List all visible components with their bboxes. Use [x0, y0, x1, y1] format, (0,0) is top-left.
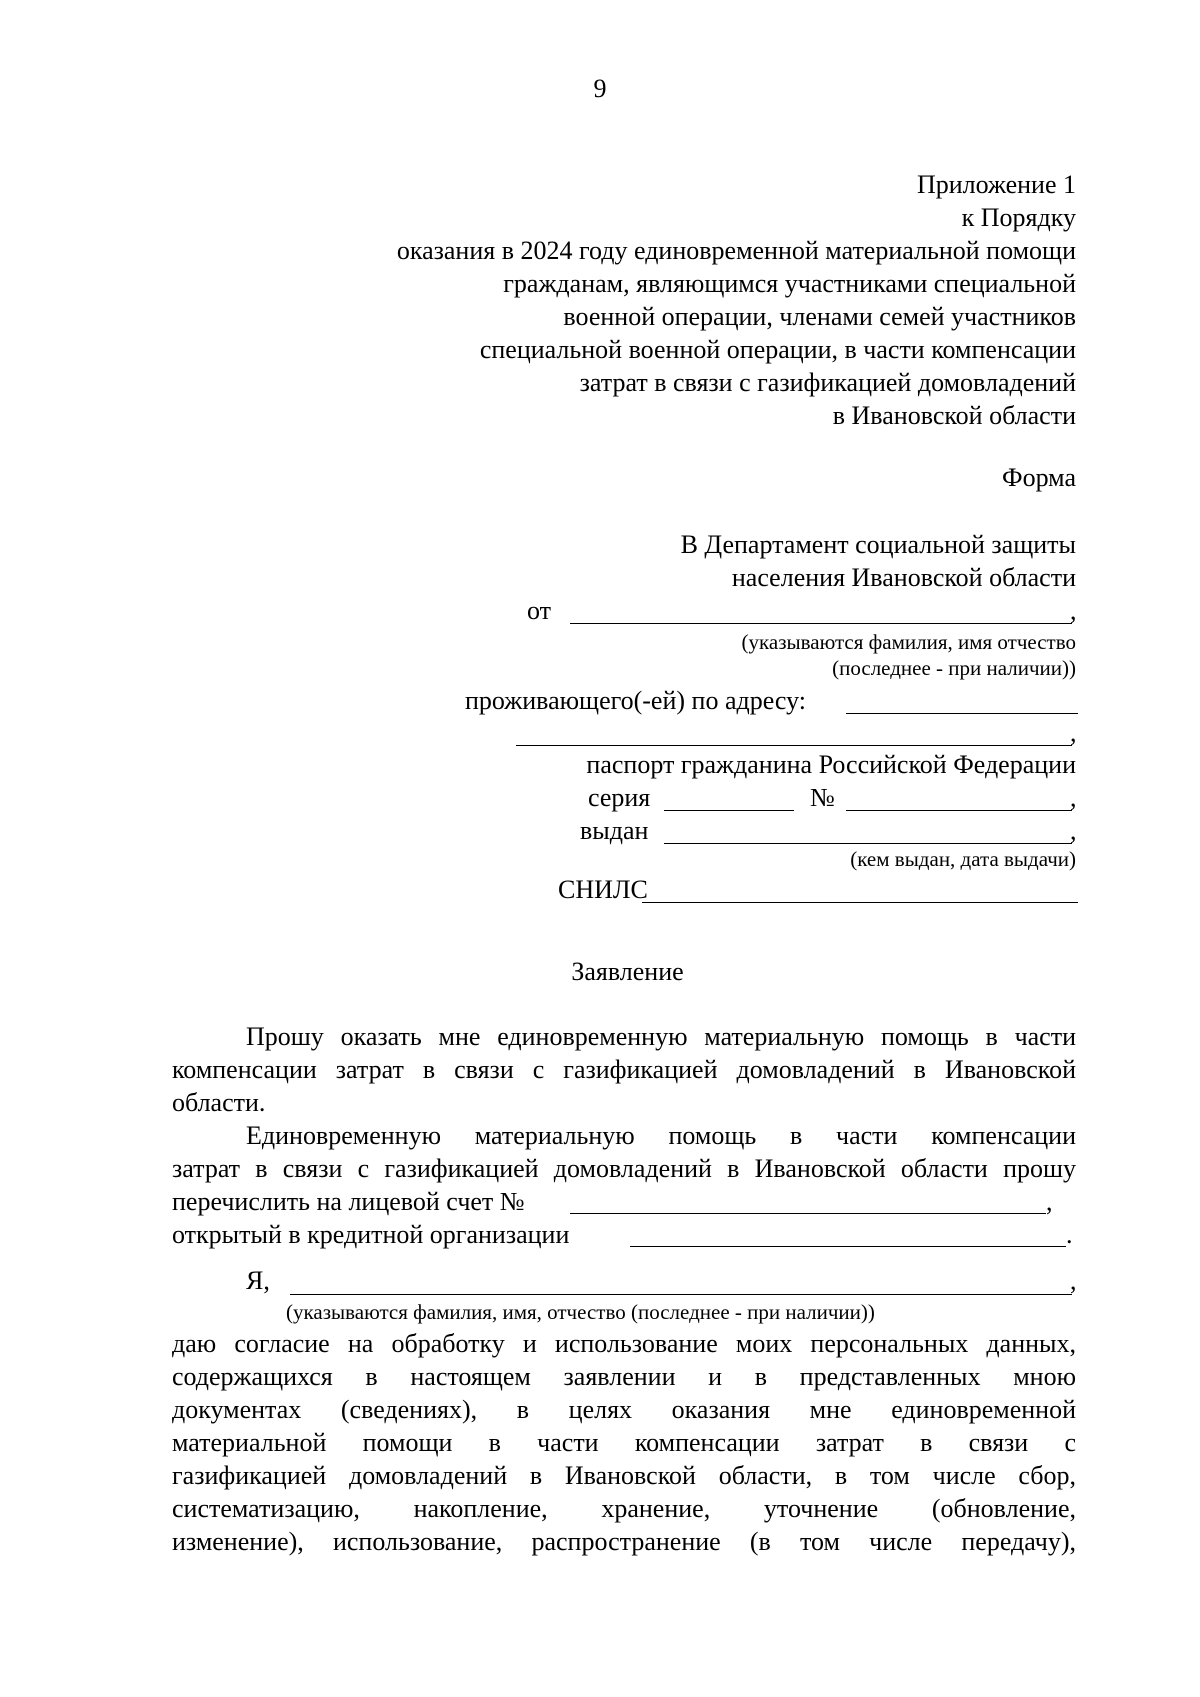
annex-line: оказания в 2024 году единовременной материальной помощи — [396, 236, 1076, 265]
field-note: (кем выдан, дата выдачи) — [850, 847, 1076, 871]
comma: , — [1070, 596, 1077, 625]
annex-to-order: к Порядку — [961, 203, 1076, 232]
comma: , — [1046, 1187, 1053, 1216]
comma: , — [1070, 1266, 1077, 1295]
field-note: (указываются фамилия, имя отчество — [741, 630, 1076, 654]
consent-line: даю согласие на обработку и использование моих персональных данных, — [172, 1329, 1076, 1358]
from-label: от — [527, 596, 552, 625]
annex-title: Приложение 1 — [916, 170, 1076, 199]
passport-label: паспорт гражданина Российской Федерации — [586, 750, 1076, 779]
bank-name-field[interactable] — [630, 1246, 1066, 1247]
passport-number-field[interactable] — [846, 810, 1072, 811]
bank-label: открытый в кредитной организации — [172, 1220, 570, 1249]
series-label: серия — [588, 783, 651, 812]
passport-issued-field[interactable] — [664, 843, 1072, 844]
field-note: (последнее - при наличии)) — [832, 656, 1076, 680]
addressee-line: населения Ивановской области — [731, 563, 1076, 592]
number-label: № — [810, 783, 835, 812]
snils-field[interactable] — [642, 902, 1078, 903]
issued-label: выдан — [580, 816, 649, 845]
field-note: (указываются фамилия, имя, отчество (последнее - при наличии)) — [286, 1300, 875, 1324]
passport-series-field[interactable] — [664, 810, 794, 811]
paragraph-line: Прошу оказать мне единовременную материальную помощь в части — [246, 1022, 1076, 1051]
consent-line: изменение), использование, распространение (в том числе передачу), — [172, 1527, 1076, 1556]
paragraph-line: области. — [172, 1088, 266, 1117]
consent-line: содержащихся в настоящем заявлении и в представленных мною — [172, 1362, 1076, 1391]
address-label: проживающего(-ей) по адресу: — [465, 686, 806, 715]
comma: , — [1070, 783, 1077, 812]
form-label: Форма — [1002, 463, 1076, 492]
paragraph-line: затрат в связи с газификацией домовладений в Ивановской области прошу — [172, 1154, 1076, 1183]
consent-line: материальной помощи в части компенсации затрат в связи с — [172, 1428, 1076, 1457]
document-title: Заявление — [571, 957, 684, 986]
annex-line: гражданам, являющимся участниками специальной — [503, 269, 1076, 298]
account-number-field[interactable] — [570, 1213, 1046, 1214]
page-number: 9 — [593, 74, 607, 103]
snils-label: СНИЛС — [558, 875, 648, 904]
account-label: перечислить на лицевой счет № — [172, 1187, 525, 1216]
consent-line: газификацией домовладений в Ивановской области, в том числе сбор, — [172, 1461, 1076, 1490]
consent-line: систематизацию, накопление, хранение, уточнение (обновление, — [172, 1494, 1076, 1523]
annex-line: в Ивановской области — [832, 401, 1076, 430]
paragraph-line: компенсации затрат в связи с газификацией домовладений в Ивановской — [172, 1055, 1076, 1084]
consent-name-field[interactable] — [290, 1294, 1072, 1295]
address-field[interactable] — [846, 713, 1078, 714]
annex-line: военной операции, членами семей участников — [563, 302, 1076, 331]
period: . — [1066, 1220, 1073, 1249]
consent-line: документах (сведениях), в целях оказания мне единовременной — [172, 1395, 1076, 1424]
paragraph-line: Единовременную материальную помощь в части компенсации — [246, 1121, 1076, 1150]
annex-line: специальной военной операции, в части компенсации — [479, 335, 1076, 364]
from-name-field[interactable] — [570, 623, 1072, 624]
comma: , — [1070, 718, 1077, 747]
addressee-line: В Департамент социальной защиты — [680, 530, 1076, 559]
annex-line: затрат в связи с газификацией домовладений — [579, 368, 1076, 397]
comma: , — [1070, 816, 1077, 845]
consent-name-label: Я, — [246, 1266, 270, 1295]
address-field-continued[interactable] — [516, 745, 1072, 746]
